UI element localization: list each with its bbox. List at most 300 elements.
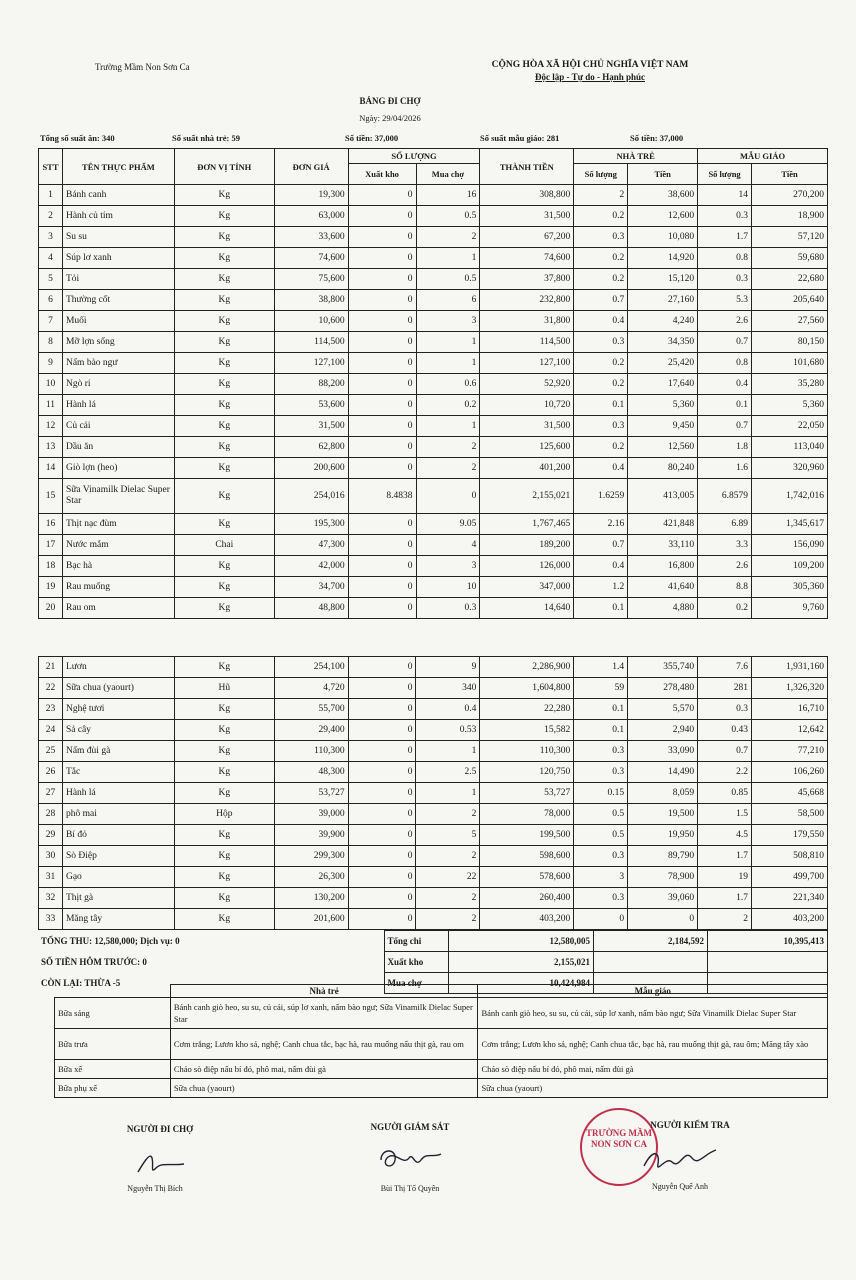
- table-cell: 0: [348, 332, 416, 353]
- table-row: [39, 535, 828, 556]
- table-cell: 27,160: [628, 290, 698, 311]
- table-cell: 106,260: [751, 762, 827, 783]
- table-cell: 4: [416, 535, 480, 556]
- table-cell: 3: [39, 227, 63, 248]
- table-cell: 201,600: [274, 909, 348, 930]
- table-cell: 1,742,016: [752, 479, 828, 514]
- table-cell: Kg: [174, 248, 274, 269]
- table-cell: 1,767,465: [480, 514, 574, 535]
- table-cell: 1,326,320: [751, 678, 827, 699]
- table-cell: Sữa Vinamilk Dielac Super Star: [62, 479, 174, 514]
- table-row: [39, 783, 828, 804]
- table-cell: Sò Điệp: [62, 846, 174, 867]
- table-cell: 2.16: [574, 514, 628, 535]
- mg-meals: Số suất mẫu giáo: 281: [480, 133, 560, 143]
- table-cell: Hành củ tím: [62, 206, 174, 227]
- table-cell: 421,848: [628, 514, 698, 535]
- table-cell: 0.3: [698, 269, 752, 290]
- buyer-signature: [130, 1144, 190, 1180]
- table-cell: 8: [39, 332, 63, 353]
- table-cell: 0.5: [574, 825, 628, 846]
- table-cell: 53,727: [480, 783, 574, 804]
- table-cell: phô mai: [62, 804, 174, 825]
- table-cell: 12: [39, 416, 63, 437]
- motto: Độc lập - Tự do - Hạnh phúc: [534, 72, 645, 82]
- menu-cell: Bánh canh giò heo, su su, củ cải, súp lơ xanh, nấm bào ngư; Sữa Vinamilk Dielac Super Star: [170, 998, 478, 1029]
- table-cell: 0.8: [698, 353, 752, 374]
- table-cell: 2,155,021: [480, 479, 574, 514]
- table-cell: 0.3: [574, 888, 628, 909]
- table-cell: 6: [416, 290, 480, 311]
- table-cell: 179,550: [751, 825, 827, 846]
- table-cell: 0.3: [574, 741, 628, 762]
- table-row: [39, 804, 828, 825]
- table-cell: 114,500: [274, 332, 348, 353]
- table-cell: 2: [416, 846, 480, 867]
- table-cell: 355,740: [628, 657, 698, 678]
- table-cell: Kg: [174, 332, 274, 353]
- table-cell: 2: [416, 458, 480, 479]
- table-cell: 0.3: [698, 206, 752, 227]
- table-cell: 0: [348, 514, 416, 535]
- table-cell: 19,300: [274, 185, 348, 206]
- col-name: TÊN THỰC PHẨM: [62, 149, 174, 185]
- table-cell: 1,345,617: [752, 514, 828, 535]
- menu-row: [55, 998, 828, 1029]
- table-cell: 299,300: [274, 846, 348, 867]
- table-cell: 0.3: [574, 332, 628, 353]
- table-cell: Củ cải: [62, 416, 174, 437]
- table-row: [39, 395, 828, 416]
- table-cell: Kg: [174, 227, 274, 248]
- table-cell: Kg: [174, 909, 274, 930]
- table-cell: 1.8: [698, 437, 752, 458]
- table-cell: Kg: [174, 269, 274, 290]
- table-cell: 2: [416, 804, 480, 825]
- table-cell: 39,900: [274, 825, 348, 846]
- menu-meal-label: Bữa trưa: [55, 1029, 171, 1060]
- table-cell: 74,600: [274, 248, 348, 269]
- table-row: [39, 206, 828, 227]
- supervisor-signature: [375, 1140, 445, 1178]
- table-row: [39, 699, 828, 720]
- table-cell: 508,810: [751, 846, 827, 867]
- table-cell: Kg: [174, 437, 274, 458]
- table-cell: 2: [698, 909, 752, 930]
- table-cell: 0.4: [574, 311, 628, 332]
- table-row: [39, 556, 828, 577]
- table-cell: 130,200: [274, 888, 348, 909]
- table-cell: 270,200: [752, 185, 828, 206]
- table-cell: 189,200: [480, 535, 574, 556]
- table-cell: 33: [39, 909, 63, 930]
- table-cell: 22,050: [752, 416, 828, 437]
- table-cell: 48,300: [274, 762, 348, 783]
- table-cell: 0.1: [574, 598, 628, 619]
- table-cell: 232,800: [480, 290, 574, 311]
- buyer-name: Nguyễn Thị Bích: [127, 1184, 183, 1193]
- table-cell: 59,680: [752, 248, 828, 269]
- remaining-balance: CÒN LẠI: THỪA -5: [41, 978, 121, 988]
- table-cell: 114,500: [480, 332, 574, 353]
- table-row: [39, 479, 828, 514]
- table-cell: 1,931,160: [751, 657, 827, 678]
- table-cell: 12,560: [628, 437, 698, 458]
- table-cell: 1.4: [574, 657, 628, 678]
- country-title: CỘNG HÒA XÃ HỘI CHỦ NGHĨA VIỆT NAM: [491, 60, 689, 70]
- table-cell: Kg: [174, 395, 274, 416]
- purchase-table-2: [38, 656, 828, 930]
- table-cell: 260,400: [480, 888, 574, 909]
- warehouse-total: 2,155,021: [449, 952, 594, 973]
- menu-cell: Sữa chua (yaourt): [478, 1079, 828, 1098]
- menu-meal-label: Bữa phụ xế: [55, 1079, 171, 1098]
- table-cell: 20: [39, 598, 63, 619]
- table-cell: 0.43: [698, 720, 752, 741]
- table-cell: 0: [628, 909, 698, 930]
- table-cell: 2: [416, 227, 480, 248]
- table-cell: 41,640: [628, 577, 698, 598]
- table-cell: 10,720: [480, 395, 574, 416]
- table-cell: 1.7: [698, 846, 752, 867]
- table-cell: 200,600: [274, 458, 348, 479]
- table-cell: 413,005: [628, 479, 698, 514]
- table-cell: 26,300: [274, 867, 348, 888]
- table-cell: Thịt gà: [62, 888, 174, 909]
- table-row: [39, 437, 828, 458]
- table-cell: 12,642: [751, 720, 827, 741]
- table-cell: 0.2: [574, 206, 628, 227]
- col-market: Mua chợ: [416, 164, 480, 185]
- table-cell: 21: [39, 657, 63, 678]
- table-cell: 19,500: [628, 804, 698, 825]
- table-cell: 110,300: [480, 741, 574, 762]
- table-cell: 22,680: [752, 269, 828, 290]
- table-cell: Kg: [174, 374, 274, 395]
- table-cell: 2,286,900: [480, 657, 574, 678]
- table-row: [39, 416, 828, 437]
- table-cell: 0: [348, 395, 416, 416]
- table-cell: 1.5: [698, 804, 752, 825]
- nt-meals: Số suất nhà trẻ: 59: [172, 133, 241, 143]
- table-cell: 48,800: [274, 598, 348, 619]
- table-cell: 14,640: [480, 598, 574, 619]
- table-row: [39, 888, 828, 909]
- table-cell: Nấm đùi gà: [62, 741, 174, 762]
- table-cell: Thịt nạc đùm: [62, 514, 174, 535]
- table-cell: 0: [348, 867, 416, 888]
- table-cell: 1: [39, 185, 63, 206]
- table-cell: 34,700: [274, 577, 348, 598]
- table-row: [39, 332, 828, 353]
- table-cell: 1.7: [698, 227, 752, 248]
- table-cell: Kg: [174, 825, 274, 846]
- menu-row: [55, 1060, 828, 1079]
- table-cell: 67,200: [480, 227, 574, 248]
- table-cell: 0: [348, 888, 416, 909]
- table-cell: 0.85: [698, 783, 752, 804]
- table-cell: 0.2: [698, 598, 752, 619]
- table-cell: 127,100: [480, 353, 574, 374]
- table-cell: 0: [348, 678, 416, 699]
- table-cell: 0: [348, 185, 416, 206]
- table-cell: 47,300: [274, 535, 348, 556]
- table-cell: Nước mắm: [62, 535, 174, 556]
- table-row: [39, 741, 828, 762]
- table-cell: 3: [416, 311, 480, 332]
- table-cell: Kg: [174, 598, 274, 619]
- table-cell: 30: [39, 846, 63, 867]
- table-row: [39, 248, 828, 269]
- mg-total: 10,395,413: [708, 931, 828, 952]
- table-cell: 7.6: [698, 657, 752, 678]
- table-cell: 11: [39, 395, 63, 416]
- table-cell: Giò lợn (heo): [62, 458, 174, 479]
- table-cell: 63,000: [274, 206, 348, 227]
- buyer-title: NGƯỜI ĐI CHỢ: [126, 1124, 194, 1134]
- table-cell: 1: [416, 741, 480, 762]
- table-row: [39, 909, 828, 930]
- col-mg-money: Tiền: [752, 164, 828, 185]
- table-cell: 2: [416, 888, 480, 909]
- col-stt: STT: [39, 149, 63, 185]
- table-cell: 31: [39, 867, 63, 888]
- checker-name: Nguyễn Quế Anh: [652, 1182, 708, 1191]
- table-cell: 29: [39, 825, 63, 846]
- table-cell: 0: [348, 458, 416, 479]
- table-cell: Kg: [174, 458, 274, 479]
- table-cell: 10,600: [274, 311, 348, 332]
- table-cell: 55,700: [274, 699, 348, 720]
- table-cell: 19: [39, 577, 63, 598]
- table-cell: 15,120: [628, 269, 698, 290]
- table-cell: 0: [348, 206, 416, 227]
- table-cell: 3.3: [698, 535, 752, 556]
- table-cell: Bánh canh: [62, 185, 174, 206]
- table-cell: 0.3: [574, 846, 628, 867]
- total-meals: Tổng số suất ăn: 340: [40, 133, 115, 143]
- menu-row: [55, 1079, 828, 1098]
- table-cell: 16,800: [628, 556, 698, 577]
- table-cell: Gạo: [62, 867, 174, 888]
- table-cell: 45,668: [751, 783, 827, 804]
- table-cell: 6.89: [698, 514, 752, 535]
- col-mg-amount: Số lượng: [698, 164, 752, 185]
- table-cell: 0.6: [416, 374, 480, 395]
- table-row: [39, 227, 828, 248]
- table-cell: 0.7: [698, 416, 752, 437]
- table-cell: Kg: [174, 783, 274, 804]
- total-spend-label: Tổng chi: [384, 931, 449, 952]
- mg-money: Số tiền: 37,000: [630, 133, 684, 143]
- table-cell: 0: [348, 720, 416, 741]
- table-cell: 15,582: [480, 720, 574, 741]
- table-cell: 17: [39, 535, 63, 556]
- table-cell: 0.5: [416, 269, 480, 290]
- table-row: [39, 657, 828, 678]
- table-cell: 0: [348, 437, 416, 458]
- table-cell: Nghệ tươi: [62, 699, 174, 720]
- table-cell: 0.7: [698, 741, 752, 762]
- table-cell: 0: [416, 479, 480, 514]
- menu-cell: Cháo sò điệp nấu bí đỏ, phô mai, nấm đùi gà: [170, 1060, 478, 1079]
- table-cell: 2: [39, 206, 63, 227]
- table-cell: 9: [416, 657, 480, 678]
- table-cell: 31,500: [274, 416, 348, 437]
- total-revenue: TỔNG THU: 12,580,000; Dịch vụ: 0: [41, 936, 180, 946]
- table-cell: 0.4: [574, 556, 628, 577]
- table-cell: 14,490: [628, 762, 698, 783]
- table-cell: 80,240: [628, 458, 698, 479]
- table-cell: 10: [416, 577, 480, 598]
- table-cell: 0.3: [698, 699, 752, 720]
- table-cell: 24: [39, 720, 63, 741]
- table-cell: 37,800: [480, 269, 574, 290]
- table-cell: 0.3: [574, 762, 628, 783]
- market-label: Mua chợ: [384, 973, 449, 994]
- table-row: [39, 458, 828, 479]
- table-cell: 16,710: [751, 699, 827, 720]
- table-cell: 5,360: [628, 395, 698, 416]
- table-cell: 14: [39, 458, 63, 479]
- table-cell: Kg: [174, 185, 274, 206]
- table-cell: 0: [348, 535, 416, 556]
- table-cell: Hành lá: [62, 783, 174, 804]
- menu-row: [55, 1029, 828, 1060]
- table-cell: Hành lá: [62, 395, 174, 416]
- table-cell: 0: [348, 846, 416, 867]
- table-cell: 39,060: [628, 888, 698, 909]
- table-cell: 1: [416, 248, 480, 269]
- table-row: [39, 825, 828, 846]
- table-cell: 28: [39, 804, 63, 825]
- table-cell: 113,040: [752, 437, 828, 458]
- table-cell: 1.6259: [574, 479, 628, 514]
- table-cell: 0: [348, 248, 416, 269]
- menu-cell: Bánh canh giò heo, su su, củ cải, súp lơ xanh, nấm bào ngư; Sữa Vinamilk Dielac Super Star: [478, 998, 828, 1029]
- table-cell: Măng tây: [62, 909, 174, 930]
- table-cell: 1.7: [698, 888, 752, 909]
- school-stamp: TRƯỜNG MẦM NON SƠN CA: [580, 1108, 658, 1186]
- checker-title: NGƯỜI KIỂM TRA: [650, 1120, 730, 1130]
- table-cell: 0.4: [698, 374, 752, 395]
- table-cell: 7: [39, 311, 63, 332]
- table-cell: Kg: [174, 867, 274, 888]
- table-cell: 0.3: [574, 416, 628, 437]
- table-cell: 0: [348, 804, 416, 825]
- table-row: [39, 353, 828, 374]
- table-row: [39, 269, 828, 290]
- table-cell: Bí đỏ: [62, 825, 174, 846]
- table-cell: Kg: [174, 720, 274, 741]
- table-cell: 578,600: [480, 867, 574, 888]
- col-nt-money: Tiền: [628, 164, 698, 185]
- table-cell: 199,500: [480, 825, 574, 846]
- table-cell: Thường cốt: [62, 290, 174, 311]
- table-cell: 278,480: [628, 678, 698, 699]
- table-cell: 125,600: [480, 437, 574, 458]
- table-cell: Súp lơ xanh: [62, 248, 174, 269]
- supervisor-name: Bùi Thị Tố Quyên: [380, 1184, 440, 1193]
- table-cell: Kg: [174, 479, 274, 514]
- table-cell: 31,500: [480, 206, 574, 227]
- table-cell: 10,080: [628, 227, 698, 248]
- table-cell: Kg: [174, 762, 274, 783]
- table-cell: 3: [574, 867, 628, 888]
- table-cell: Kg: [174, 741, 274, 762]
- table-cell: 110,300: [274, 741, 348, 762]
- col-total: THÀNH TIỀN: [480, 149, 574, 185]
- table-cell: 598,600: [480, 846, 574, 867]
- menu-meal-label: Bữa xế: [55, 1060, 171, 1079]
- market-total: 10,424,984: [449, 973, 594, 994]
- col-price: ĐƠN GIÁ: [274, 149, 348, 185]
- table-cell: 8.4838: [348, 479, 416, 514]
- table-cell: 5: [39, 269, 63, 290]
- table-cell: 77,210: [751, 741, 827, 762]
- menu-table: [54, 984, 828, 1098]
- table-cell: 38,600: [628, 185, 698, 206]
- table-cell: 33,090: [628, 741, 698, 762]
- table-cell: 75,600: [274, 269, 348, 290]
- menu-meal-label: Bữa sáng: [55, 998, 171, 1029]
- table-cell: 53,727: [274, 783, 348, 804]
- table-cell: 340: [416, 678, 480, 699]
- table-cell: Kg: [174, 514, 274, 535]
- table-cell: 0: [348, 783, 416, 804]
- table-cell: Ngò rí: [62, 374, 174, 395]
- table-cell: 52,920: [480, 374, 574, 395]
- table-cell: 4,720: [274, 678, 348, 699]
- table-cell: 0.5: [574, 804, 628, 825]
- table-cell: 57,120: [752, 227, 828, 248]
- warehouse-label: Xuất kho: [384, 952, 449, 973]
- table-cell: 0.1: [574, 395, 628, 416]
- menu-cell: Cháo sò điệp nấu bí đỏ, phô mai, nấm đùi gà: [478, 1060, 828, 1079]
- table-cell: 4,880: [628, 598, 698, 619]
- table-cell: 0.2: [574, 269, 628, 290]
- nt-money: Số tiền: 37,000: [345, 133, 399, 143]
- table-cell: 0: [348, 741, 416, 762]
- table-cell: Kg: [174, 353, 274, 374]
- table-cell: Kg: [174, 311, 274, 332]
- table-cell: Muối: [62, 311, 174, 332]
- table-cell: 8,059: [628, 783, 698, 804]
- table-cell: Kg: [174, 577, 274, 598]
- table-cell: Hũ: [174, 678, 274, 699]
- table-cell: Chai: [174, 535, 274, 556]
- table-cell: 0.3: [416, 598, 480, 619]
- table-cell: Kg: [174, 846, 274, 867]
- table-cell: 33,600: [274, 227, 348, 248]
- table-cell: 0: [348, 657, 416, 678]
- table-cell: 0: [348, 577, 416, 598]
- table-cell: 0.7: [698, 332, 752, 353]
- table-cell: 88,200: [274, 374, 348, 395]
- table-row: [39, 678, 828, 699]
- table-cell: 78,000: [480, 804, 574, 825]
- table-cell: 254,016: [274, 479, 348, 514]
- table-cell: 0.2: [574, 248, 628, 269]
- menu-cell: Cơm trắng; Lươn kho sả, nghệ; Canh chua tắc, bạc hà, rau muống thịt gà, rau ôm; Măng tây xào: [478, 1029, 828, 1060]
- table-cell: 6: [39, 290, 63, 311]
- nt-total: 2,184,592: [593, 931, 707, 952]
- table-row: [39, 867, 828, 888]
- table-cell: 0.15: [574, 783, 628, 804]
- table-cell: 0: [348, 290, 416, 311]
- table-cell: 0.53: [416, 720, 480, 741]
- table-cell: 31,500: [480, 416, 574, 437]
